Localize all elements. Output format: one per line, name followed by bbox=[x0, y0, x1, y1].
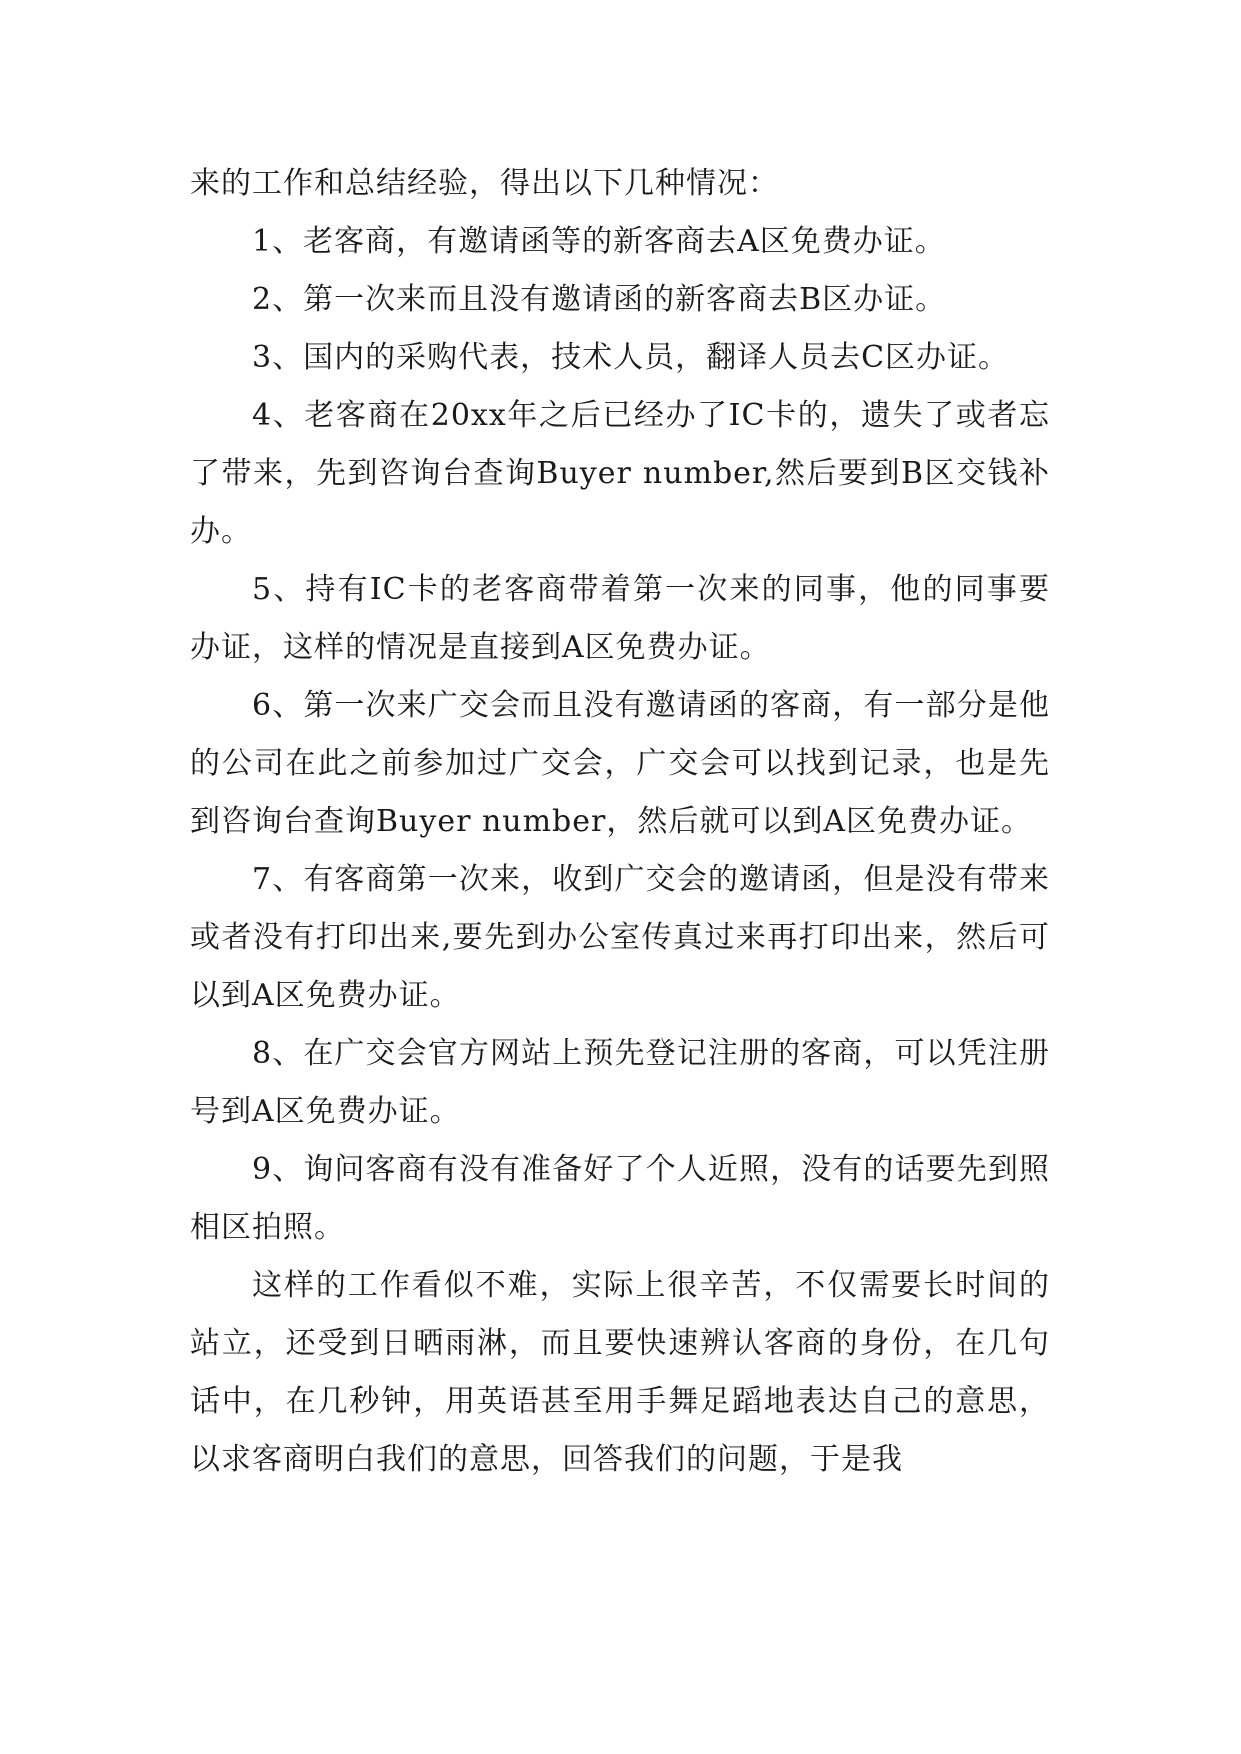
paragraph-item-2: 2、第一次来而且没有邀请函的新客商去B区办证。 bbox=[252, 282, 947, 317]
paragraph-item-4: 4、老客商在20xx年之后已经办了IC卡的，遗失了或者忘了带来，先到咨询台查询Buyer number,然后要到B区交钱补办。 bbox=[190, 398, 1050, 549]
paragraph-closing: 这样的工作看似不难，实际上很辛苦，不仅需要长时间的站立，还受到日晒雨淋，而且要快速辨认客商的身份，在几句话中，在几秒钟，用英语甚至用手舞足蹈地表达自己的意思，以求客商明白我们的意思，回答我们的问题，于是我 bbox=[190, 1268, 1050, 1477]
document-body bbox=[190, 155, 1050, 1489]
paragraph-item-1: 1、老客商，有邀请函等的新客商去A区免费办证。 bbox=[252, 224, 946, 259]
paragraph-item-5: 5、持有IC卡的老客商带着第一次来的同事，他的同事要办证，这样的情况是直接到A区免费办证。 bbox=[190, 572, 1050, 665]
paragraph-item-7: 7、有客商第一次来，收到广交会的邀请函，但是没有带来或者没有打印出来,要先到办公室传真过来再打印出来，然后可以到A区免费办证。 bbox=[190, 862, 1050, 1013]
paragraph-item-8: 8、在广交会官方网站上预先登记注册的客商，可以凭注册号到A区免费办证。 bbox=[190, 1036, 1050, 1129]
paragraph-intro: 来的工作和总结经验，得出以下几种情况： bbox=[190, 166, 779, 201]
paragraph-item-3: 3、国内的采购代表，技术人员，翻译人员去C区办证。 bbox=[252, 340, 1010, 375]
paragraph-item-6: 6、第一次来广交会而且没有邀请函的客商，有一部分是他的公司在此之前参加过广交会，广交会可以找到记录，也是先到咨询台查询Buyer number，然后就可以到A区免费办证。 bbox=[190, 688, 1050, 839]
paragraph-item-9: 9、询问客商有没有准备好了个人近照，没有的话要先到照相区拍照。 bbox=[190, 1152, 1050, 1245]
